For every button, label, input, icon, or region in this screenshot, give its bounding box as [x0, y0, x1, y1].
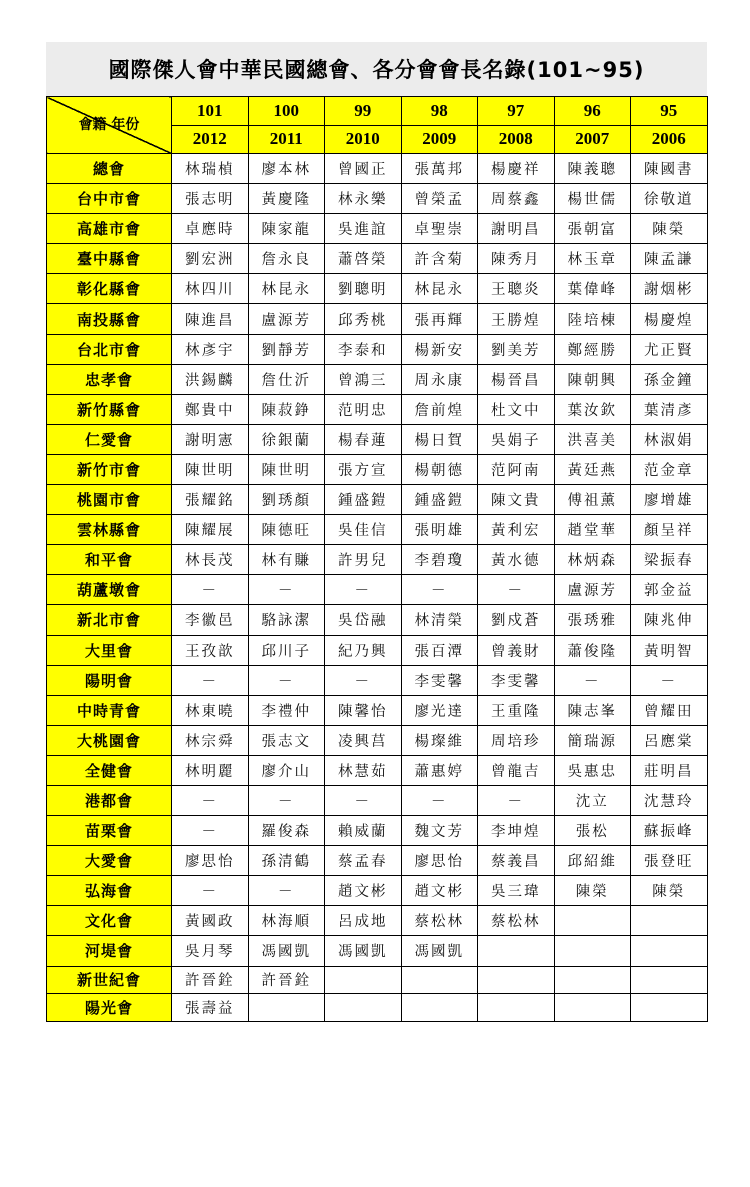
president-name-cell: 王聰炎 — [478, 274, 555, 304]
president-name-cell: － — [172, 876, 249, 906]
president-name-cell: 林有賺 — [248, 545, 325, 575]
president-name-cell: 賴威蘭 — [325, 816, 402, 846]
president-name-cell: 凌興莒 — [325, 725, 402, 755]
president-name-cell: 張百潭 — [401, 635, 478, 665]
table-row — [47, 545, 708, 575]
president-name-cell: 林海順 — [248, 906, 325, 936]
president-name-cell: 詹永良 — [248, 244, 325, 274]
table-row — [47, 605, 708, 635]
president-name-cell: 楊慶祥 — [478, 154, 555, 184]
president-name-cell: 黃國政 — [172, 906, 249, 936]
president-name-cell: 李徽邑 — [172, 605, 249, 635]
president-name-cell: 洪錫麟 — [172, 364, 249, 394]
president-name-cell: 黃慶隆 — [248, 184, 325, 214]
chapter-name-cell: 全健會 — [47, 755, 172, 785]
president-name-cell: 吳佳信 — [325, 515, 402, 545]
chapter-name-cell: 港都會 — [47, 785, 172, 815]
president-name-cell: 劉宏洲 — [172, 244, 249, 274]
president-name-cell: 林明麗 — [172, 755, 249, 785]
president-name-cell: － — [172, 665, 249, 695]
president-name-cell: 吳惠忠 — [554, 755, 631, 785]
president-name-cell: 曾龍吉 — [478, 755, 555, 785]
chapter-name-cell: 雲林縣會 — [47, 515, 172, 545]
president-name-cell: 盧源芳 — [554, 575, 631, 605]
president-name-cell: 吳三瑋 — [478, 876, 555, 906]
year-ad-header: 2010 — [325, 125, 402, 154]
president-name-cell: 蕭俊隆 — [554, 635, 631, 665]
president-name-cell: 蔡孟春 — [325, 846, 402, 876]
president-name-cell: 林永樂 — [325, 184, 402, 214]
president-name-cell: 陳耀展 — [172, 515, 249, 545]
president-name-cell: 張明雄 — [401, 515, 478, 545]
table-row — [47, 755, 708, 785]
president-name-cell: － — [401, 575, 478, 605]
president-name-cell: 許晉銓 — [172, 966, 249, 994]
president-name-cell: 范明忠 — [325, 394, 402, 424]
president-name-cell: － — [631, 665, 708, 695]
table-row — [47, 454, 708, 484]
president-name-cell: 陳文貴 — [478, 485, 555, 515]
table-row — [47, 846, 708, 876]
president-name-cell: 李碧瓊 — [401, 545, 478, 575]
table-row — [47, 966, 708, 994]
president-name-cell: 張方宣 — [325, 454, 402, 484]
chapter-name-cell: 南投縣會 — [47, 304, 172, 334]
chapter-name-cell: 臺中縣會 — [47, 244, 172, 274]
president-name-cell: 陳義聰 — [554, 154, 631, 184]
year-roc-header: 100 — [248, 97, 325, 126]
president-name-cell: － — [248, 785, 325, 815]
president-name-cell: 周培珍 — [478, 725, 555, 755]
president-name-cell: 李泰和 — [325, 334, 402, 364]
president-name-cell: － — [554, 665, 631, 695]
president-name-cell: 徐銀蘭 — [248, 424, 325, 454]
president-name-cell: 許男兒 — [325, 545, 402, 575]
table-row — [47, 575, 708, 605]
president-name-cell: 謝明昌 — [478, 214, 555, 244]
president-name-cell — [401, 994, 478, 1022]
table-row — [47, 424, 708, 454]
roster-body — [47, 154, 708, 1022]
year-roc-header: 95 — [631, 97, 708, 126]
president-name-cell: 張再輝 — [401, 304, 478, 334]
president-name-cell: 陳菽錚 — [248, 394, 325, 424]
president-name-cell: 陳德旺 — [248, 515, 325, 545]
president-name-cell: 劉美芳 — [478, 334, 555, 364]
president-name-cell: 葉汝欽 — [554, 394, 631, 424]
year-roc-header: 96 — [554, 97, 631, 126]
president-name-cell: － — [248, 876, 325, 906]
president-name-cell: 駱詠潔 — [248, 605, 325, 635]
president-name-cell: 盧源芳 — [248, 304, 325, 334]
chapter-name-cell: 大桃園會 — [47, 725, 172, 755]
president-name-cell — [631, 966, 708, 994]
president-name-cell: 陳世明 — [172, 454, 249, 484]
header-row-roc — [47, 97, 708, 126]
president-name-cell: 葉偉峰 — [554, 274, 631, 304]
president-name-cell: 呂成地 — [325, 906, 402, 936]
president-name-cell: 莊明昌 — [631, 755, 708, 785]
chapter-name-cell: 新世紀會 — [47, 966, 172, 994]
president-name-cell: 李禮仲 — [248, 695, 325, 725]
president-name-cell: 魏文芳 — [401, 816, 478, 846]
president-name-cell: 陳榮 — [554, 876, 631, 906]
table-row — [47, 665, 708, 695]
president-name-cell: 曾耀田 — [631, 695, 708, 725]
president-name-cell: 趙文彬 — [325, 876, 402, 906]
president-name-cell: 馮國凱 — [401, 936, 478, 966]
president-name-cell: 林昆永 — [401, 274, 478, 304]
president-name-cell: 鄭貴中 — [172, 394, 249, 424]
year-ad-header: 2012 — [172, 125, 249, 154]
table-row — [47, 485, 708, 515]
president-name-cell: 黃利宏 — [478, 515, 555, 545]
president-name-cell — [631, 936, 708, 966]
president-name-cell: 王勝煌 — [478, 304, 555, 334]
president-name-cell: 陳秀月 — [478, 244, 555, 274]
table-row — [47, 184, 708, 214]
president-name-cell: 許含菊 — [401, 244, 478, 274]
president-name-cell: 廖光達 — [401, 695, 478, 725]
president-name-cell: － — [478, 575, 555, 605]
chapter-name-cell: 弘海會 — [47, 876, 172, 906]
president-name-cell: 張壽益 — [172, 994, 249, 1022]
president-name-cell: 張萬邦 — [401, 154, 478, 184]
president-name-cell: 李雯馨 — [478, 665, 555, 695]
president-name-cell: 詹前煌 — [401, 394, 478, 424]
president-name-cell: 楊璨維 — [401, 725, 478, 755]
chapter-name-cell: 忠孝會 — [47, 364, 172, 394]
president-name-cell: － — [172, 575, 249, 605]
president-name-cell: 謝烟彬 — [631, 274, 708, 304]
president-name-cell: 林長茂 — [172, 545, 249, 575]
year-ad-header: 2009 — [401, 125, 478, 154]
president-name-cell: 趙堂華 — [554, 515, 631, 545]
president-name-cell: 林瑞楨 — [172, 154, 249, 184]
chapter-name-cell: 仁愛會 — [47, 424, 172, 454]
president-name-cell: 張朝富 — [554, 214, 631, 244]
president-name-cell — [401, 966, 478, 994]
president-name-cell — [325, 966, 402, 994]
president-name-cell: 廖思怡 — [401, 846, 478, 876]
president-name-cell — [325, 994, 402, 1022]
table-row — [47, 334, 708, 364]
president-name-cell: 張耀銘 — [172, 485, 249, 515]
president-name-cell: 林昆永 — [248, 274, 325, 304]
president-name-cell: 陸培棟 — [554, 304, 631, 334]
chapter-name-cell: 中時青會 — [47, 695, 172, 725]
president-name-cell: 陳志峯 — [554, 695, 631, 725]
chapter-name-cell: 和平會 — [47, 545, 172, 575]
president-name-cell: 張登旺 — [631, 846, 708, 876]
president-name-cell: 陳兆伸 — [631, 605, 708, 635]
president-name-cell: 陳家龍 — [248, 214, 325, 244]
president-name-cell: 廖介山 — [248, 755, 325, 785]
chapter-name-cell: 新北市會 — [47, 605, 172, 635]
chapter-name-cell: 台中市會 — [47, 184, 172, 214]
president-name-cell: 梁振春 — [631, 545, 708, 575]
president-name-cell: 蕭啓榮 — [325, 244, 402, 274]
chapter-name-cell: 桃園市會 — [47, 485, 172, 515]
president-name-cell: 蔡松林 — [478, 906, 555, 936]
president-name-cell: 林淑娟 — [631, 424, 708, 454]
president-name-cell — [248, 994, 325, 1022]
table-row — [47, 785, 708, 815]
president-name-cell: 陳朝興 — [554, 364, 631, 394]
president-name-cell: 呂應棠 — [631, 725, 708, 755]
title-bar — [46, 42, 707, 96]
president-name-cell: 沈慧玲 — [631, 785, 708, 815]
chapter-name-cell: 新竹市會 — [47, 454, 172, 484]
president-roster-table — [46, 96, 708, 1022]
chapter-name-cell: 陽光會 — [47, 994, 172, 1022]
president-name-cell: 范阿南 — [478, 454, 555, 484]
president-name-cell: 詹仕沂 — [248, 364, 325, 394]
year-roc-header: 97 — [478, 97, 555, 126]
president-name-cell: 陳榮 — [631, 214, 708, 244]
president-name-cell: 黃水德 — [478, 545, 555, 575]
president-name-cell — [478, 936, 555, 966]
president-name-cell: 洪喜美 — [554, 424, 631, 454]
year-roc-header: 101 — [172, 97, 249, 126]
president-name-cell: 林宗舜 — [172, 725, 249, 755]
president-name-cell: 郭金益 — [631, 575, 708, 605]
president-name-cell: 林炳森 — [554, 545, 631, 575]
president-name-cell: 馮國凱 — [248, 936, 325, 966]
president-name-cell — [554, 906, 631, 936]
president-name-cell: 吳娟子 — [478, 424, 555, 454]
president-name-cell: 陳馨怡 — [325, 695, 402, 725]
president-name-cell — [554, 966, 631, 994]
chapter-name-cell: 大愛會 — [47, 846, 172, 876]
president-name-cell: 黃廷燕 — [554, 454, 631, 484]
president-name-cell: 林四川 — [172, 274, 249, 304]
year-roc-header: 99 — [325, 97, 402, 126]
president-name-cell: － — [325, 785, 402, 815]
chapter-name-cell: 大里會 — [47, 635, 172, 665]
president-name-cell: 陳孟謙 — [631, 244, 708, 274]
president-name-cell: 沈立 — [554, 785, 631, 815]
chapter-name-cell: 河堤會 — [47, 936, 172, 966]
president-name-cell: 邱川子 — [248, 635, 325, 665]
president-name-cell: 李坤煌 — [478, 816, 555, 846]
president-name-cell: 范金章 — [631, 454, 708, 484]
president-name-cell: 吳進誼 — [325, 214, 402, 244]
president-name-cell: 傅祖薰 — [554, 485, 631, 515]
president-name-cell: 蔡松林 — [401, 906, 478, 936]
chapter-name-cell: 葫蘆墩會 — [47, 575, 172, 605]
president-name-cell: 杜文中 — [478, 394, 555, 424]
president-name-cell: 劉琇顏 — [248, 485, 325, 515]
president-name-cell: 吳月琴 — [172, 936, 249, 966]
table-row — [47, 635, 708, 665]
president-name-cell: 陳榮 — [631, 876, 708, 906]
corner-header-label: 會籍 年份 — [78, 117, 140, 133]
chapter-name-cell: 高雄市會 — [47, 214, 172, 244]
table-row — [47, 816, 708, 846]
president-name-cell: 孫金鐘 — [631, 364, 708, 394]
table-row — [47, 274, 708, 304]
president-name-cell: 楊晉昌 — [478, 364, 555, 394]
president-name-cell: 趙文彬 — [401, 876, 478, 906]
president-name-cell — [554, 994, 631, 1022]
year-roc-header: 98 — [401, 97, 478, 126]
president-name-cell — [478, 994, 555, 1022]
president-name-cell: － — [248, 665, 325, 695]
table-row — [47, 695, 708, 725]
president-name-cell: 吳岱融 — [325, 605, 402, 635]
chapter-name-cell: 文化會 — [47, 906, 172, 936]
president-name-cell: － — [172, 785, 249, 815]
president-name-cell — [478, 966, 555, 994]
president-name-cell: 周蔡鑫 — [478, 184, 555, 214]
president-name-cell: － — [172, 816, 249, 846]
president-name-cell: 楊新安 — [401, 334, 478, 364]
president-name-cell: 孫清鶴 — [248, 846, 325, 876]
president-name-cell: － — [325, 665, 402, 695]
year-ad-header: 2006 — [631, 125, 708, 154]
president-name-cell: 劉聰明 — [325, 274, 402, 304]
president-name-cell — [631, 994, 708, 1022]
president-name-cell: 黃明智 — [631, 635, 708, 665]
president-name-cell: 羅俊森 — [248, 816, 325, 846]
year-ad-header: 2007 — [554, 125, 631, 154]
president-name-cell: 蔡義昌 — [478, 846, 555, 876]
table-row — [47, 936, 708, 966]
president-name-cell: 謝明憲 — [172, 424, 249, 454]
table-row — [47, 154, 708, 184]
president-name-cell: 張志明 — [172, 184, 249, 214]
president-name-cell: 顏呈祥 — [631, 515, 708, 545]
president-name-cell: 廖思怡 — [172, 846, 249, 876]
table-row — [47, 876, 708, 906]
president-name-cell: 蘇振峰 — [631, 816, 708, 846]
president-name-cell: － — [401, 785, 478, 815]
president-name-cell: － — [325, 575, 402, 605]
table-row — [47, 994, 708, 1022]
president-name-cell: 陳國書 — [631, 154, 708, 184]
year-ad-header: 2011 — [248, 125, 325, 154]
president-name-cell: 邱秀桃 — [325, 304, 402, 334]
president-name-cell: － — [478, 785, 555, 815]
president-name-cell: － — [248, 575, 325, 605]
president-name-cell — [554, 936, 631, 966]
president-name-cell: 劉靜芳 — [248, 334, 325, 364]
president-name-cell: 林東曉 — [172, 695, 249, 725]
president-name-cell: 尤正賢 — [631, 334, 708, 364]
president-name-cell: 卓聖崇 — [401, 214, 478, 244]
chapter-name-cell: 總會 — [47, 154, 172, 184]
chapter-name-cell: 台北市會 — [47, 334, 172, 364]
president-name-cell: 馮國凱 — [325, 936, 402, 966]
president-name-cell: 林清榮 — [401, 605, 478, 635]
president-name-cell: 楊春蓮 — [325, 424, 402, 454]
president-name-cell: 李雯馨 — [401, 665, 478, 695]
table-row — [47, 725, 708, 755]
president-name-cell: 卓應時 — [172, 214, 249, 244]
president-name-cell: 王重隆 — [478, 695, 555, 725]
president-name-cell: 林玉章 — [554, 244, 631, 274]
chapter-name-cell: 苗栗會 — [47, 816, 172, 846]
president-name-cell: 許晉銓 — [248, 966, 325, 994]
president-name-cell: 陳世明 — [248, 454, 325, 484]
president-name-cell: 廖增雄 — [631, 485, 708, 515]
president-name-cell — [631, 906, 708, 936]
president-name-cell: 鍾盛鎧 — [325, 485, 402, 515]
president-name-cell: 廖本林 — [248, 154, 325, 184]
president-name-cell: 楊世儒 — [554, 184, 631, 214]
president-name-cell: 林慧茹 — [325, 755, 402, 785]
president-name-cell: 張琇雅 — [554, 605, 631, 635]
chapter-name-cell: 新竹縣會 — [47, 394, 172, 424]
president-name-cell: 曾鴻三 — [325, 364, 402, 394]
president-name-cell: 曾國正 — [325, 154, 402, 184]
president-name-cell: 劉戍蒼 — [478, 605, 555, 635]
year-ad-header: 2008 — [478, 125, 555, 154]
president-name-cell: 蕭惠婷 — [401, 755, 478, 785]
table-row — [47, 244, 708, 274]
president-name-cell: 簡瑞源 — [554, 725, 631, 755]
president-name-cell: 林彥宇 — [172, 334, 249, 364]
table-row — [47, 364, 708, 394]
table-row — [47, 304, 708, 334]
president-name-cell: 楊日賀 — [401, 424, 478, 454]
president-name-cell: 張松 — [554, 816, 631, 846]
chapter-name-cell: 陽明會 — [47, 665, 172, 695]
president-name-cell: 徐敬道 — [631, 184, 708, 214]
president-name-cell: 周永康 — [401, 364, 478, 394]
president-name-cell: 曾義財 — [478, 635, 555, 665]
table-row — [47, 214, 708, 244]
president-name-cell: 張志文 — [248, 725, 325, 755]
president-name-cell: 陳進昌 — [172, 304, 249, 334]
table-row — [47, 394, 708, 424]
president-name-cell: 楊慶煌 — [631, 304, 708, 334]
chapter-name-cell: 彰化縣會 — [47, 274, 172, 304]
president-name-cell: 王孜歆 — [172, 635, 249, 665]
table-row — [47, 906, 708, 936]
page-title: 國際傑人會中華民國總會、各分會會長名錄(101~95) — [108, 58, 645, 82]
president-name-cell: 鄭經勝 — [554, 334, 631, 364]
president-name-cell: 鍾盛鎧 — [401, 485, 478, 515]
president-name-cell: 葉清彥 — [631, 394, 708, 424]
corner-header-cell — [47, 97, 172, 154]
president-name-cell: 曾榮孟 — [401, 184, 478, 214]
president-name-cell: 邱紹維 — [554, 846, 631, 876]
table-row — [47, 515, 708, 545]
president-name-cell: 紀乃興 — [325, 635, 402, 665]
president-name-cell: 楊朝德 — [401, 454, 478, 484]
